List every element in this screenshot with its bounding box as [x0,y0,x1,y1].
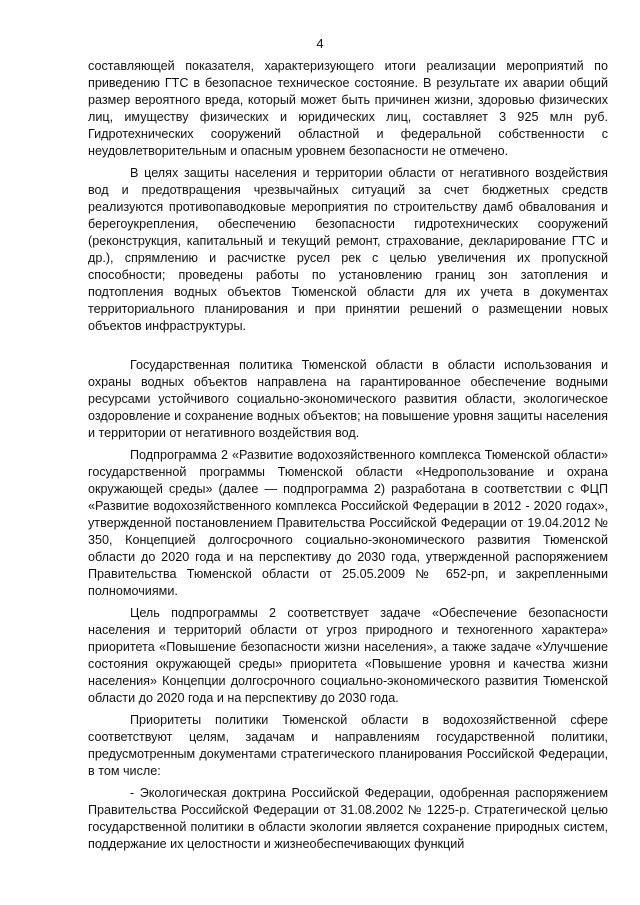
paragraph-ecological-doctrine: - Экологическая доктрина Российской Федерации, одобренная распоряжением Правительства Российской Федерации от 31.08.2002 № 1225-р. Стратегической целью государственной политики в области экологии является сохранение природных систем, поддержание их целостности и жизнеобеспечивающих функций [88,786,608,851]
paragraph-state-policy: Государственная политика Тюменской области в области использования и охраны водных объектов направлена на гарантированное обеспечение водными ресурсами устойчивого социально-экономического развития области, экологическое оздоровление и сохранение водных объектов; на повышение уровня защиты населения и территории от негативного воздействия вод. [88,358,608,440]
paragraph-subprogram-goal: Цель подпрограммы 2 соответствует задаче «Обеспечение безопасности населения и территорий области от угроз природного и техногенного характера» приоритета «Повышение безопасности жизни населения», а также задаче «Улучшение состояния окружающей среды» приоритета «Повышение уровня и качества жизни населения» Концепции долгосрочного социально-экономического развития Тюменской области до 2020 года и на перспективу до 2030 года. [88,606,608,705]
document-body [88,58,608,853]
page-number: 4 [316,36,324,51]
paragraph-subprogram-2: Подпрограмма 2 «Развитие водохозяйственного комплекса Тюменской области» государственной программы Тюменской области «Недропользование и охрана окружающей среды» (далее — подпрограмма 2) разработана в соответствии с ФЦП «Развитие водохозяйственного комплекса Российской Федерации в 2012 - 2020 годах», утвержденной постановлением Правительства Российской Федерации от 19.04.2012 № 350, Концепцией долгосрочного социально-экономического развития Тюменской области до 2020 года и на перспективу до 2030 года, утвержденной распоряжением Правительства Тюменской области от 25.05.2009 № 652-рп, и закрепленными полномочиями. [88,448,608,598]
paragraph-continuation: составляющей показателя, характеризующего итоги реализации мероприятий по приведению ГТС в безопасное техническое состояние. В результате их аварии общий размер вероятного вреда, который может быть причинен жизни, здоровью физических лиц, имуществу физических и юридических лиц, составляет 3 925 млн руб. Гидротехнических сооружений областной и федеральной собственности с неудовлетворительным и опасным уровнем безопасности не отмечено. [88,59,608,158]
paragraph-priorities: Приоритеты политики Тюменской области в водохозяйственной сфере соответствуют целям, задачам и направлениям государственной политики, предусмотренным документами стратегического планирования Российской Федерации, в том числе: [88,713,608,778]
paragraph-flood-protection: В целях защиты населения и территории области от негативного воздействия вод и предотвращения чрезвычайных ситуаций за счет бюджетных средств реализуются противопаводковые мероприятия по строительству дамб обвалования и берегоукрепления, обеспечению безопасности гидротехнических сооружений (реконструкция, капитальный и текущий ремонт, страхование, декларирование ГТС и др.), спрямлению и расчистке русел рек с целью увеличения их пропускной способности; проведены работы по установлению границ зон затопления и подтопления водных объектов Тюменской области для их учета в документах территориального планирования и при принятии решений о размещении новых объектов инфраструктуры. [88,166,608,333]
